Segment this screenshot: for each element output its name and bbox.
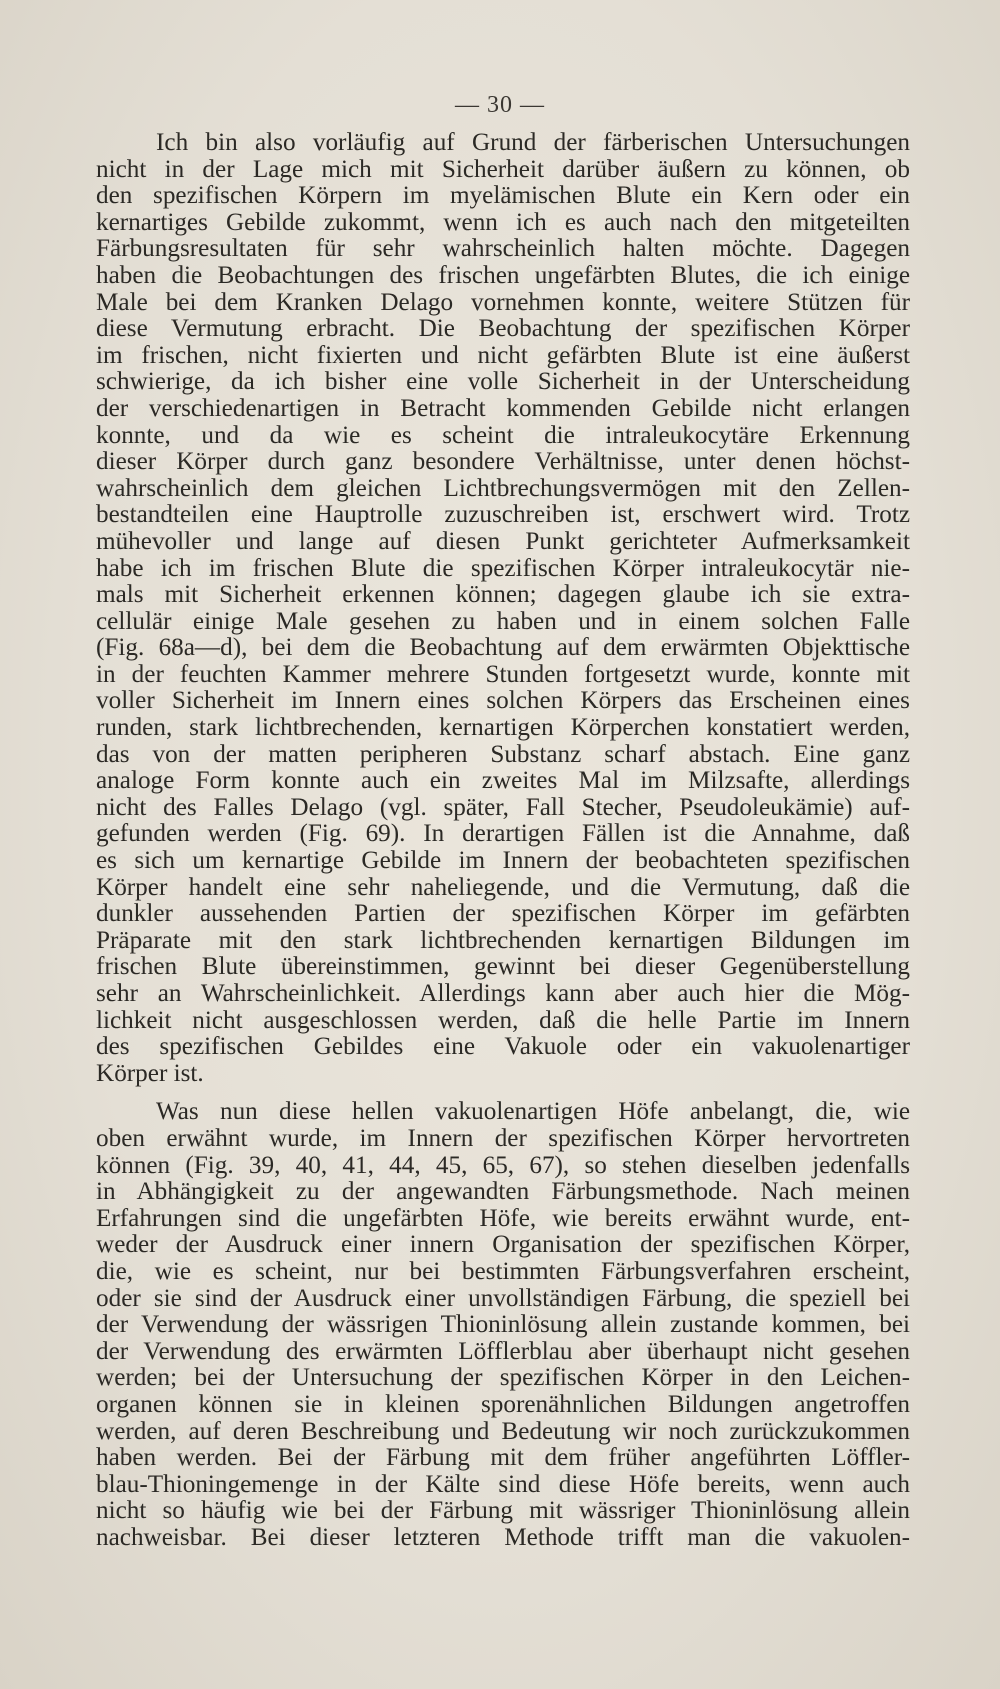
- text-line: nicht so häufig wie bei der Färbung mit wässriger Thioninlösung allein: [96, 1497, 910, 1525]
- text-line: das von der matten peripheren Substanz scharf abstach. Eine ganz: [96, 740, 910, 768]
- text-line: Präparate mit den stark lichtbrechenden kernartigen Bildungen im: [96, 926, 910, 954]
- text-line: Körper handelt eine sehr naheliegende, und die Vermutung, daß die: [96, 873, 910, 901]
- text-line: Erfahrungen sind die ungefärbten Höfe, wie bereits erwähnt wurde, ent-: [96, 1204, 910, 1232]
- text-line: runden, stark lichtbrechenden, kernartigen Körperchen konstatiert werden,: [96, 714, 910, 742]
- text-line: Male bei dem Kranken Delago vornehmen konnte, weitere Stützen für: [96, 288, 910, 316]
- text-line: die, wie es scheint, nur bei bestimmten Färbungsverfahren erscheint,: [96, 1257, 910, 1285]
- text-line: wahrscheinlich dem gleichen Lichtbrechungsvermögen mit den Zellen-: [96, 474, 910, 502]
- text-line: des spezifischen Gebildes eine Vakuole oder ein vakuolenartiger: [96, 1033, 910, 1061]
- text-line: nicht in der Lage mich mit Sicherheit darüber äußern zu können, ob: [96, 155, 910, 183]
- text-line: mals mit Sicherheit erkennen können; dagegen glaube ich sie extra-: [96, 581, 910, 609]
- text-line: können (Fig. 39, 40, 41, 44, 45, 65, 67), so stehen dieselben jedenfalls: [96, 1151, 910, 1179]
- text-line: dunkler aussehenden Partien der spezifischen Körper im gefärbten: [96, 900, 910, 928]
- text-line: bestandteilen eine Hauptrolle zuzuschreiben ist, erschwert wird. Trotz: [96, 501, 910, 529]
- text-line: der Verwendung der wässrigen Thioninlösung allein zustande kommen, bei: [96, 1311, 910, 1339]
- text-line: Körper ist.: [96, 1059, 204, 1087]
- text-line: der Verwendung des erwärmten Löfflerblau aber überhaupt nicht gesehen: [96, 1337, 910, 1365]
- text-line: gefunden werden (Fig. 69). In derartigen Fällen ist die Annahme, daß: [96, 820, 910, 848]
- text-line: haben die Beobachtungen des frischen ungefärbten Blutes, die ich einige: [96, 261, 910, 289]
- text-line: mühevoller und lange auf diesen Punkt gerichteter Aufmerksamkeit: [96, 527, 910, 555]
- text-line: dieser Körper durch ganz besondere Verhältnisse, unter denen höchst-: [96, 448, 910, 476]
- text-line: Färbungsresultaten für sehr wahrscheinlich halten möchte. Dagegen: [96, 235, 910, 263]
- text-line: weder der Ausdruck einer innern Organisation der spezifischen Körper,: [96, 1231, 910, 1259]
- text-line: der verschiedenartigen in Betracht kommenden Gebilde nicht erlangen: [96, 394, 910, 422]
- text-line: schwierige, da ich bisher eine volle Sicherheit in der Unterscheidung: [96, 368, 910, 396]
- text-line: voller Sicherheit im Innern eines solchen Körpers das Erscheinen eines: [96, 687, 910, 715]
- text-line: den spezifischen Körpern im myelämischen Blute ein Kern oder ein: [96, 182, 910, 210]
- text-line: in der feuchten Kammer mehrere Stunden fortgesetzt wurde, konnte mit: [96, 660, 910, 688]
- text-line: in Abhängigkeit zu der angewandten Färbungsmethode. Nach meinen: [96, 1178, 910, 1206]
- text-line: es sich um kernartige Gebilde im Innern der beobachteten spezifischen: [96, 847, 910, 875]
- text-line: cellulär einige Male gesehen zu haben und in einem solchen Falle: [96, 607, 910, 635]
- text-line: analoge Form konnte auch ein zweites Mal im Milzsafte, allerdings: [96, 767, 910, 795]
- text-line: blau-Thioningemenge in der Kälte sind diese Höfe bereits, wenn auch: [96, 1470, 910, 1498]
- text-line: organen können sie in kleinen sporenähnlichen Bildungen angetroffen: [96, 1390, 910, 1418]
- paragraph-2: [96, 1099, 910, 1551]
- text-line: nachweisbar. Bei dieser letzteren Methode trifft man die vakuolen-: [96, 1523, 910, 1551]
- text-line: diese Vermutung erbracht. Die Beobachtung der spezifischen Körper: [96, 315, 910, 343]
- text-line: oben erwähnt wurde, im Innern der spezifischen Körper hervortreten: [96, 1124, 910, 1152]
- text-line: sehr an Wahrscheinlichkeit. Allerdings kann aber auch hier die Mög-: [96, 980, 910, 1007]
- text-line: haben werden. Bei der Färbung mit dem früher angeführten Löffler-: [96, 1444, 910, 1472]
- text-line: werden; bei der Untersuchung der spezifischen Körper in den Leichen-: [96, 1364, 910, 1392]
- text-line: nicht des Falles Delago (vgl. später, Fall Stecher, Pseudoleukämie) auf-: [96, 793, 910, 821]
- text-line: habe ich im frischen Blute die spezifischen Körper intraleukocytär nie-: [96, 554, 910, 582]
- paragraph-1: [96, 130, 910, 1087]
- text-line: (Fig. 68a—d), bei dem die Beobachtung auf dem erwärmten Objekttische: [96, 634, 910, 662]
- text-line: kernartiges Gebilde zukommt, wenn ich es auch nach den mitgeteilten: [96, 208, 910, 236]
- page-number: — 30 —: [455, 92, 545, 118]
- text-line: Was nun diese hellen vakuolenartigen Höfe anbelangt, die, wie: [156, 1098, 910, 1126]
- text-line: im frischen, nicht fixierten und nicht gefärbten Blute ist eine äußerst: [96, 341, 910, 369]
- text-line: konnte, und da wie es scheint die intraleukocytäre Erkennung: [96, 421, 910, 449]
- body-text: [96, 130, 910, 1551]
- text-line: werden, auf deren Beschreibung und Bedeutung wir noch zurückzukommen: [96, 1417, 910, 1445]
- text-line: lichkeit nicht ausgeschlossen werden, daß die helle Partie im Innern: [96, 1006, 910, 1034]
- text-line: Ich bin also vorläufig auf Grund der färberischen Untersuchungen: [156, 129, 910, 156]
- text-line: oder sie sind der Ausdruck einer unvollständigen Färbung, die speziell bei: [96, 1284, 910, 1312]
- text-line: frischen Blute übereinstimmen, gewinnt bei dieser Gegenüberstellung: [96, 953, 910, 981]
